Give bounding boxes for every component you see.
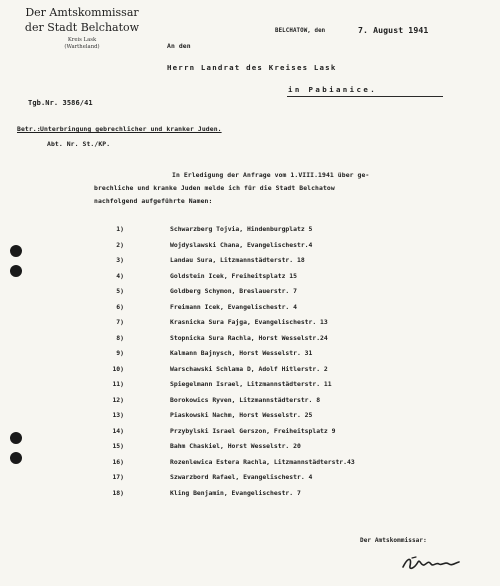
issuer-line1: Der Amtskommissar: [25, 6, 139, 19]
item-text: Rozenlewica Estera Rachla, Litzmannstädterstr.43: [170, 458, 355, 466]
body-line-1: In Erledigung der Anfrage vom 1.VIII.1941 über ge-: [172, 171, 370, 179]
punch-hole-lower: [10, 432, 22, 444]
subject-label: Betr.:: [17, 125, 41, 133]
issuer-region: (Wartheland): [64, 44, 100, 50]
item-number: 9): [116, 349, 124, 357]
item-text: Spiegelmann Israel, Litzmannstädterstr. 11: [170, 380, 332, 388]
item-text: Bahm Chaskiel, Horst Wesselstr. 20: [170, 442, 301, 450]
issuer-district: Kreis Lask: [67, 37, 97, 43]
item-number: 5): [116, 287, 124, 295]
punch-hole-bottom: [10, 452, 22, 464]
punch-hole-upper: [10, 265, 22, 277]
item-number: 4): [116, 272, 124, 280]
item-number: 15): [112, 442, 124, 450]
item-text: Krasnicka Sura Fajga, Evangelischestr. 13: [170, 318, 328, 326]
recipient-city-underline: [287, 96, 443, 97]
subject-text: Unterbringung gebrechlicher und kranker Juden.: [40, 125, 222, 133]
body-line-2: brechliche und kranke Juden melde ich für die Stadt Belchatow: [94, 184, 335, 192]
item-text: Freimann Icek, Evangelischestr. 4: [170, 303, 297, 311]
recipient-city: in Pabianice.: [288, 85, 378, 94]
item-text: Wojdyslawski Chana, Evangelischestr.4: [170, 241, 313, 249]
item-number: 10): [112, 365, 124, 373]
item-number: 8): [116, 334, 124, 342]
item-number: 3): [116, 256, 124, 264]
item-number: 6): [116, 303, 124, 311]
item-text: Landau Sura, Litzmannstädterstr. 18: [170, 256, 305, 264]
item-text: Przybylski Israel Gerszon, Freiheitsplatz 9: [170, 427, 336, 435]
item-text: Piaskowski Nachm, Horst Wesselstr. 25: [170, 411, 313, 419]
item-number: 11): [112, 380, 124, 388]
letter-date: 7. August 1941: [358, 25, 429, 35]
subject-department: Abt. Nr. St./KP.: [47, 140, 111, 148]
reference-number: Tgb.Nr. 3586/41: [28, 99, 93, 107]
item-number: 7): [116, 318, 124, 326]
item-number: 2): [116, 241, 124, 249]
signature-label: Der Amtskommissar:: [360, 537, 427, 544]
item-text: Stopnicka Sura Rachla, Horst Wesselstr.24: [170, 334, 328, 342]
item-text: Borokowics Ryven, Litzmannstädterstr. 8: [170, 396, 321, 404]
issuer-line2: der Stadt Belchatow: [24, 21, 140, 34]
item-number: 1): [116, 225, 124, 233]
item-text: Schwarzberg Tojvia, Hindenburgplatz 5: [170, 225, 313, 233]
item-number: 18): [112, 489, 124, 497]
body-line-3: nachfolgend aufgeführte Namen:: [94, 197, 213, 205]
item-text: Goldstein Icek, Freiheitsplatz 15: [170, 272, 297, 280]
punch-hole-top: [10, 245, 22, 257]
item-text: Goldberg Schymon, Breslauerstr. 7: [170, 287, 297, 295]
item-number: 14): [112, 427, 124, 435]
item-text: Kling Benjamin, Evangelischestr. 7: [170, 489, 301, 497]
item-number: 13): [112, 411, 124, 419]
place-label: BELCHATOW, den: [275, 28, 326, 34]
item-text: Szwarzbord Rafael, Evangelischestr. 4: [170, 473, 313, 481]
item-text: Kalmann Bajnysch, Horst Wesselstr. 31: [170, 349, 313, 357]
handwritten-signature: [400, 553, 462, 573]
item-number: 17): [112, 473, 124, 481]
item-number: 16): [112, 458, 124, 466]
item-text: Warschawski Schlama D, Adolf Hitlerstr. 2: [170, 365, 328, 373]
recipient-title: Herrn Landrat des Kreises Lask: [167, 63, 337, 72]
recipient-to: An den: [167, 42, 191, 50]
item-number: 12): [112, 396, 124, 404]
